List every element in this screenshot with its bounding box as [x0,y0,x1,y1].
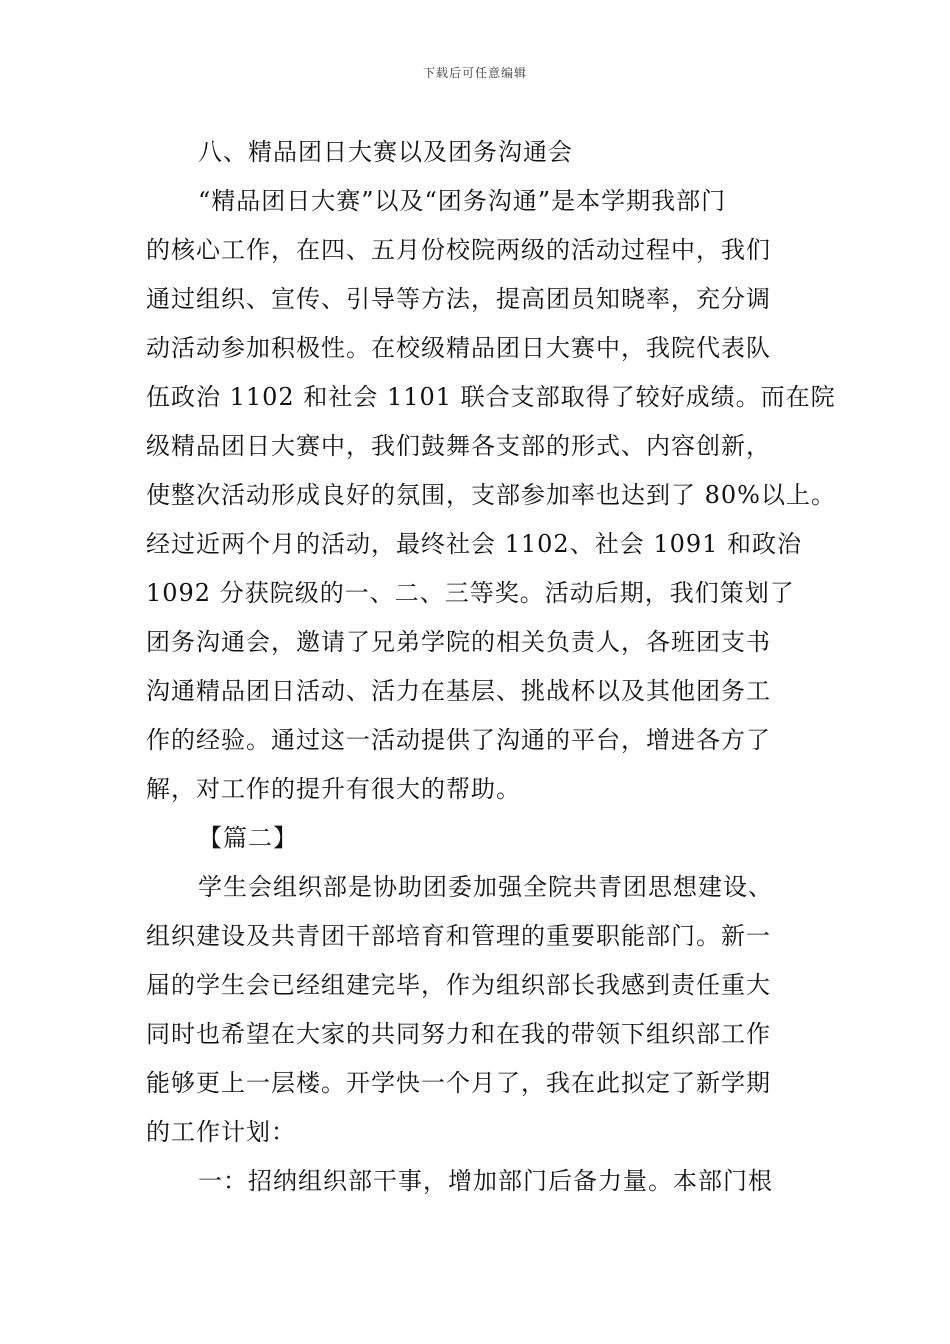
section-heading: 八、精品团日大赛以及团务沟通会 [198,138,573,166]
paragraph-line: 的工作计划： [146,1118,296,1146]
paragraph-line: “精品团日大赛”以及“团务沟通”是本学期我部门 [198,187,727,215]
paragraph-line: 经过近两个月的活动，最终社会 1102、社会 1091 和政治 [146,530,803,558]
paragraph-line: 的核心工作，在四、五月份校院两级的活动过程中，我们 [146,236,771,264]
paragraph-line: 动活动参加积极性。在校级精品团日大赛中，我院代表队 [146,334,771,362]
paragraph-line: 一：招纳组织部干事，增加部门后备力量。本部门根 [198,1167,773,1195]
paragraph-line: 使整次活动形成良好的氛围，支部参加率也达到了 80%以上。 [146,481,836,509]
page-header-note: 下载后可任意编辑 [422,66,527,80]
paragraph-line: 沟通精品团日活动、活力在基层、挑战杯以及其他团务工 [146,677,771,705]
paragraph-line: 1092 分获院级的一、二、三等奖。活动后期，我们策划了 [146,579,795,607]
paragraph-line: 届的学生会已经组建完毕，作为组织部长我感到责任重大 [146,971,771,999]
document-body [146,128,836,1206]
section-marker: 【篇二】 [198,824,298,852]
paragraph-line: 能够更上一层楼。开学快一个月了，我在此拟定了新学期 [146,1069,771,1097]
paragraph-line: 级精品团日大赛中，我们鼓舞各支部的形式、内容创新， [146,432,771,460]
paragraph-line: 解，对工作的提升有很大的帮助。 [146,775,521,803]
paragraph-line: 作的经验。通过这一活动提供了沟通的平台，增进各方了 [146,726,771,754]
paragraph-line: 同时也希望在大家的共同努力和在我的带领下组织部工作 [146,1020,771,1048]
paragraph-line: 团务沟通会，邀请了兄弟学院的相关负责人，各班团支书 [146,628,771,656]
paragraph-line: 组织建设及共青团干部培育和管理的重要职能部门。新一 [146,922,771,950]
paragraph-line: 学生会组织部是协助团委加强全院共青团思想建设、 [198,873,773,901]
paragraph-line: 伍政治 1102 和社会 1101 联合支部取得了较好成绩。而在院 [146,383,836,411]
paragraph-line: 通过组织、宣传、引导等方法，提高团员知晓率，充分调 [146,285,771,313]
